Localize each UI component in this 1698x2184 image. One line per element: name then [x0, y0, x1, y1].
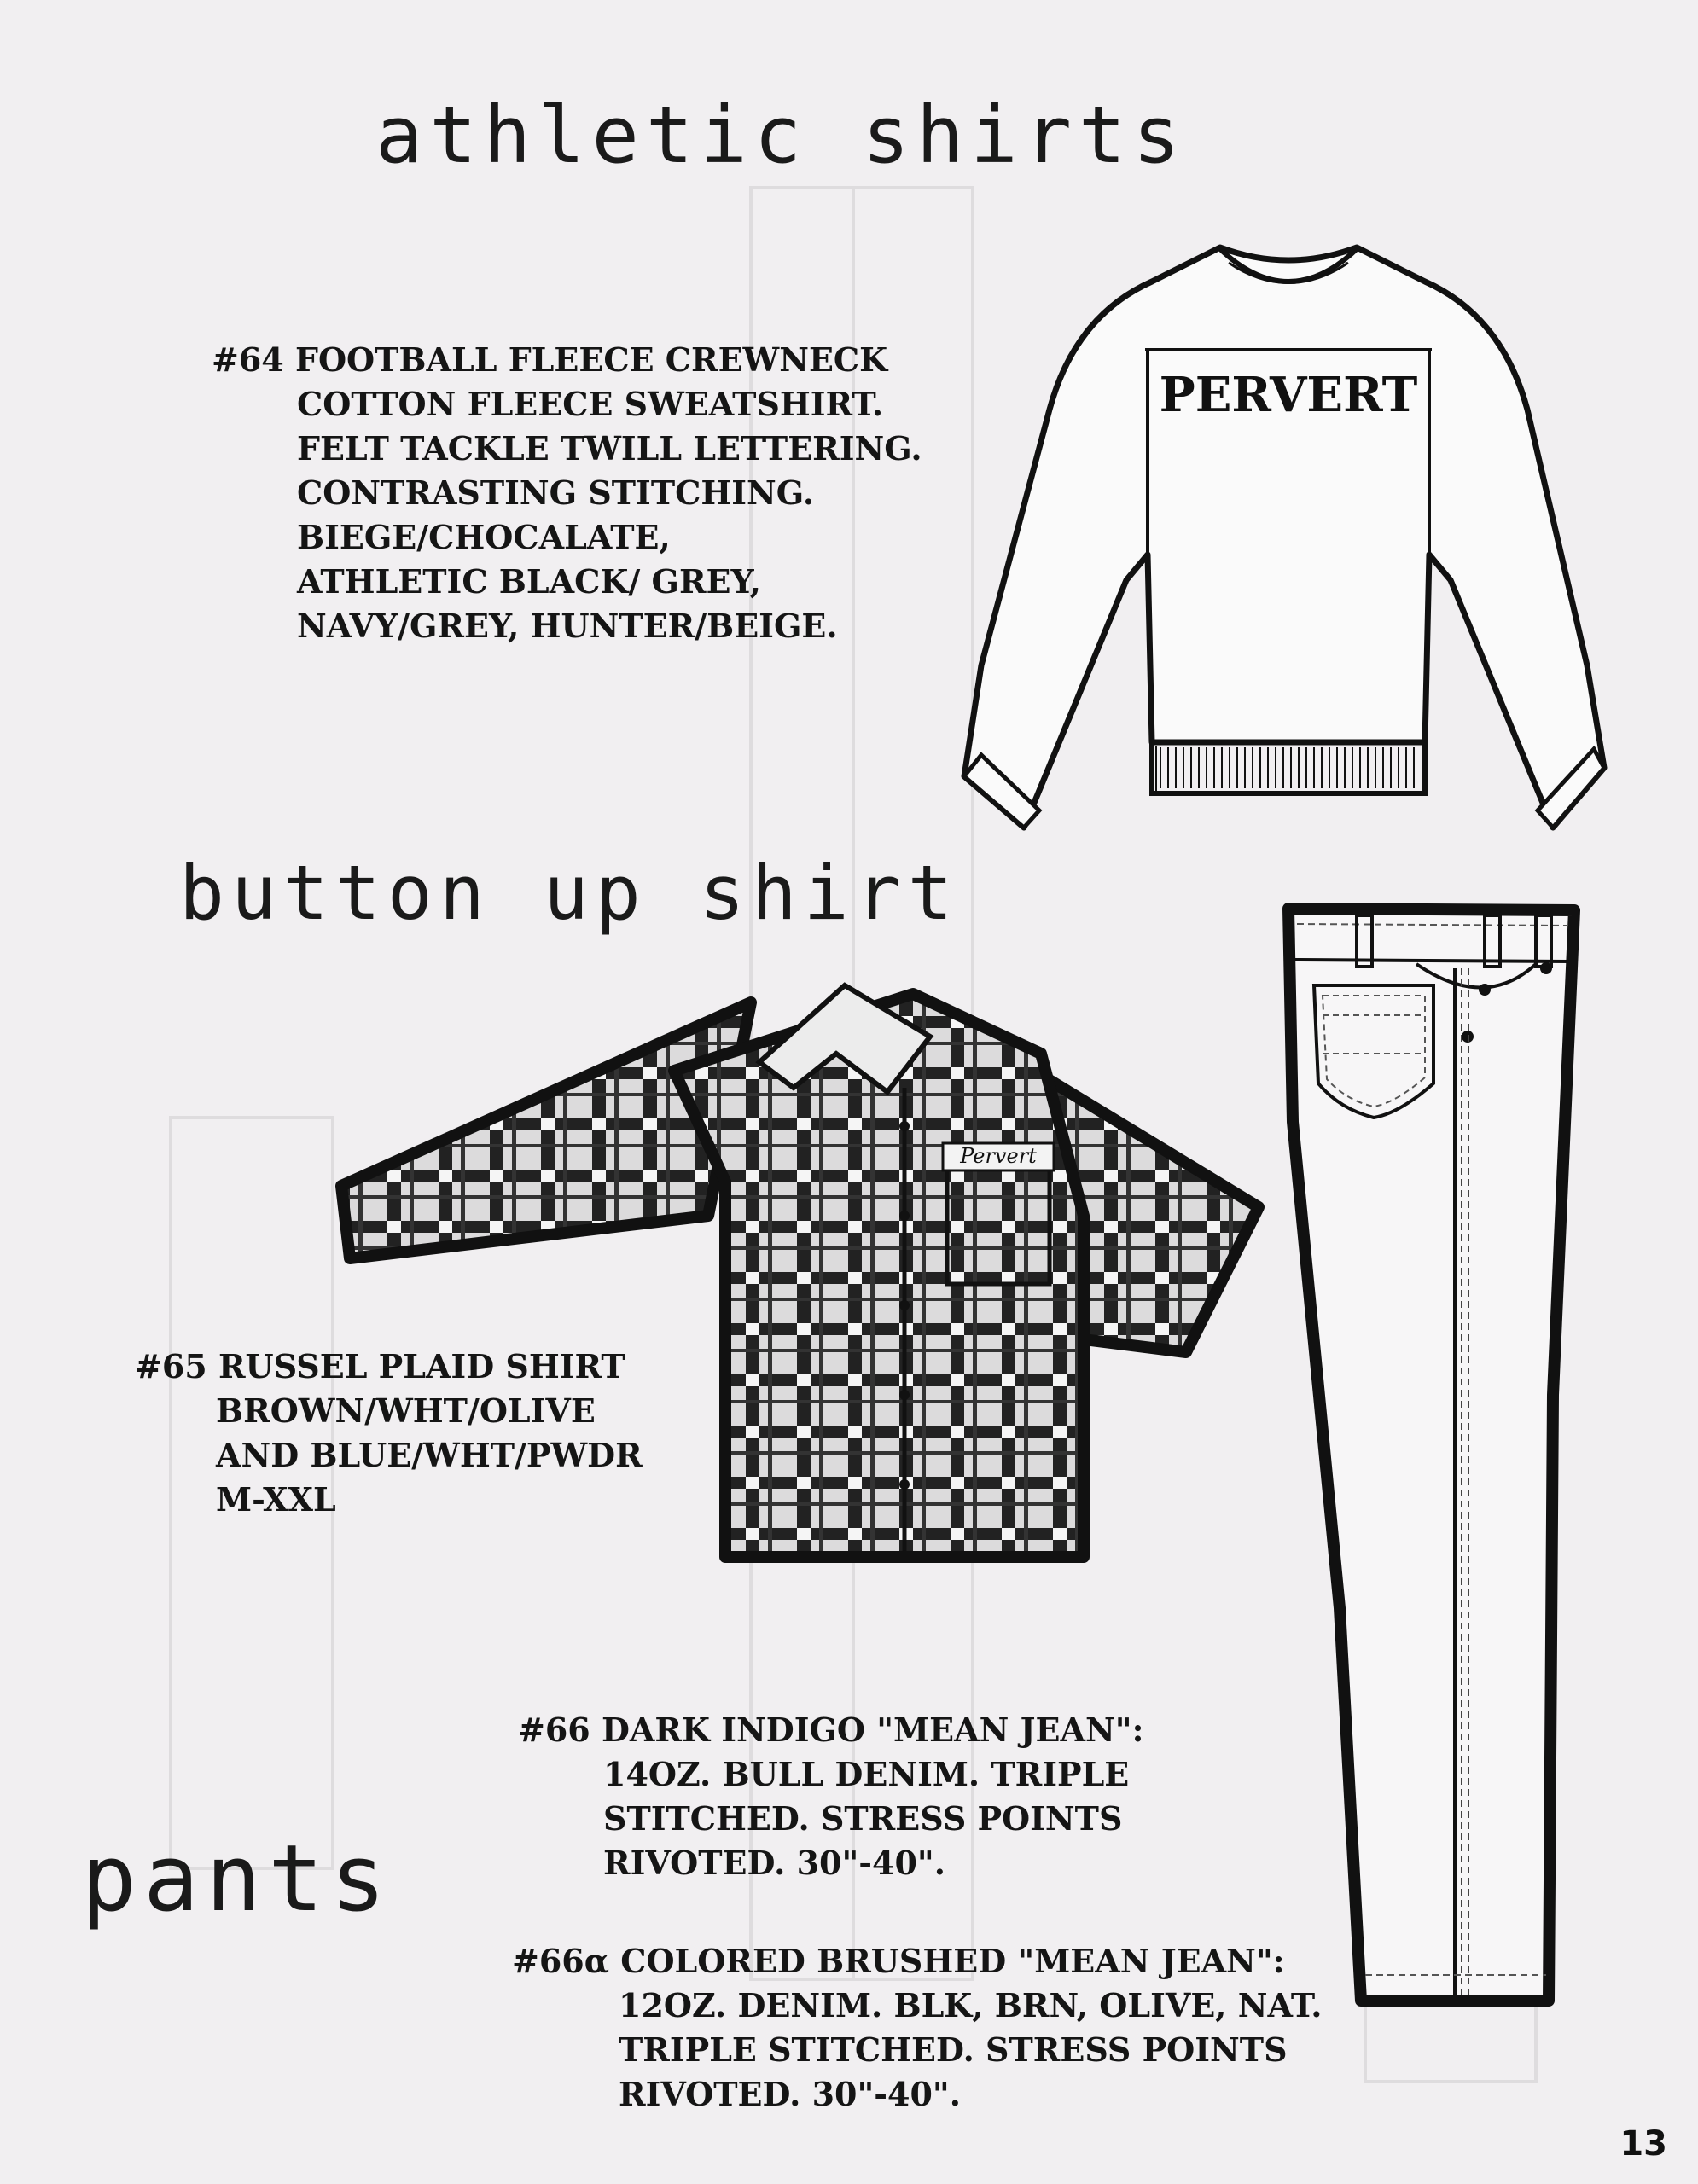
item-line: COTTON FLEECE SWEATSHIRT. [297, 385, 884, 423]
item-line: AND BLUE/WHT/PWDR [216, 1436, 643, 1474]
heading-pants: pants [81, 1826, 393, 1932]
item-line: STITCHED. STRESS POINTS [603, 1799, 1123, 1838]
item-line: FOOTBALL FLEECE CREWNECK [294, 340, 888, 379]
item-64-description [212, 338, 922, 648]
item-line: RIVOTED. 30"-40". [619, 2075, 961, 2113]
item-line: RUSSEL PLAID SHIRT [218, 1347, 625, 1385]
heading-athletic-shirts: athletic shirts [375, 90, 1187, 181]
item-line: CONTRASTING STITCHING. [297, 473, 815, 512]
item-line: NAVY/GREY, HUNTER/BEIGE. [297, 607, 838, 645]
item-line: 14OZ. BULL DENIM. TRIPLE [603, 1755, 1130, 1793]
item-line: FELT TACKLE TWILL LETTERING. [297, 429, 922, 468]
item-number: #66 [518, 1711, 590, 1749]
shirt-pocket-script: Pervert [960, 1144, 1037, 1168]
item-number: #66α [512, 1942, 609, 1980]
item-line: 12OZ. DENIM. BLK, BRN, OLIVE, NAT. [619, 1986, 1323, 2024]
sweatshirt-print-text: PERVERT [1159, 367, 1418, 423]
item-line: TRIPLE STITCHED. STRESS POINTS [619, 2030, 1288, 2069]
item-66-description [518, 1708, 1144, 1885]
item-line: COLORED BRUSHED "MEAN JEAN": [620, 1942, 1285, 1980]
item-line: BROWN/WHT/OLIVE [216, 1391, 596, 1430]
item-line: M-XXL [216, 1480, 336, 1519]
jeans-illustration [1280, 900, 1604, 2009]
page-number: 13 [1619, 2124, 1667, 2164]
item-line: RIVOTED. 30"-40". [603, 1844, 945, 1882]
item-number: #65 [135, 1347, 207, 1385]
item-line: DARK INDIGO "MEAN JEAN": [601, 1711, 1144, 1749]
plaid-shirt-illustration [333, 960, 1271, 1574]
item-line: ATHLETIC BLACK/ GREY, [297, 562, 761, 601]
heading-button-up-shirt: button up shirt [179, 849, 960, 937]
item-66a-description [512, 1939, 1323, 2117]
sweatshirt-illustration [947, 222, 1630, 853]
item-line: BIEGE/CHOCALATE, [297, 518, 671, 556]
item-number: #64 [212, 340, 284, 379]
